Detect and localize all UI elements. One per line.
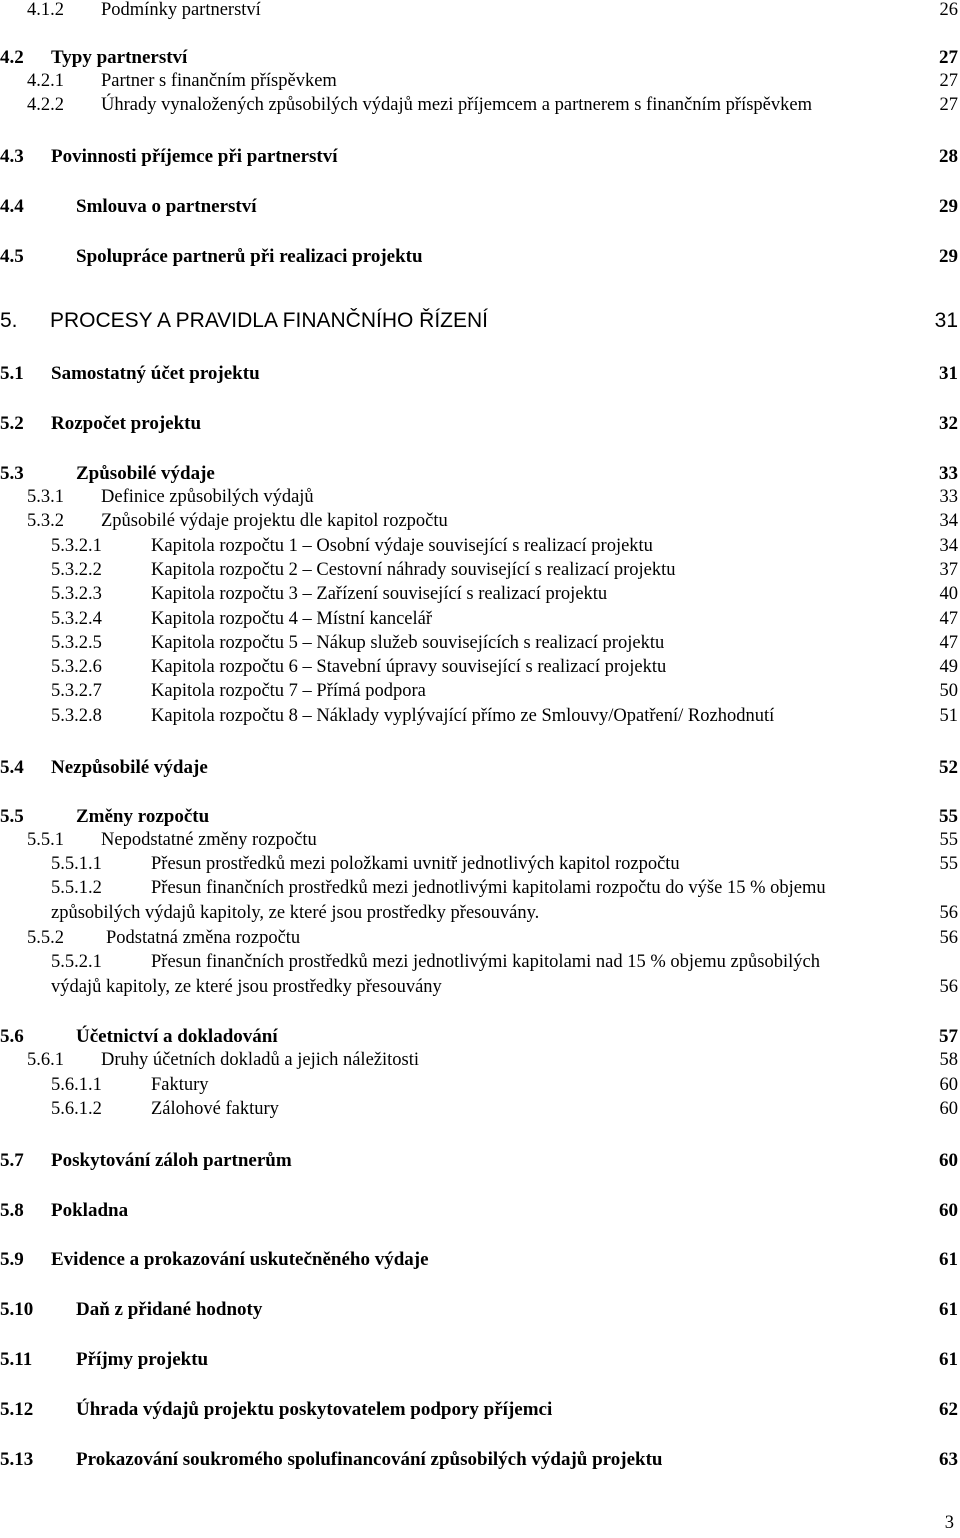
- toc-entry-title: Daň z přidané hodnoty: [76, 1299, 263, 1320]
- toc-entry-title-continued: výdajů kapitoly, ze které jsou prostředky přesouvány: [51, 977, 442, 997]
- toc-entry-title: Způsobilé výdaje: [76, 463, 215, 484]
- toc-entry-page: 62: [939, 1399, 958, 1420]
- toc-entry-number: 5.6.1.1: [51, 1075, 102, 1095]
- toc-entry-title: Přesun prostředků mezi položkami uvnitř jednotlivých kapitol rozpočtu: [151, 854, 680, 874]
- toc-entry-title: Podmínky partnerství: [101, 0, 261, 20]
- toc-entry-page: 49: [939, 657, 958, 677]
- toc-entry-page: 61: [939, 1299, 958, 1320]
- toc-entry-number: 5.3.2.3: [51, 584, 102, 604]
- toc-entry-title: Příjmy projektu: [76, 1349, 209, 1370]
- toc-entry-page: 60: [939, 1099, 958, 1119]
- page-number: 3: [944, 1513, 954, 1533]
- toc-entry-title: Kapitola rozpočtu 5 – Nákup služeb souvisejících s realizací projektu: [151, 633, 665, 653]
- toc-entry-page: 55: [939, 830, 958, 850]
- toc-entry-title: Faktury: [151, 1075, 209, 1095]
- toc-entry-page: 55: [939, 854, 958, 874]
- toc-entry-title: Způsobilé výdaje projektu dle kapitol rozpočtu: [101, 511, 448, 531]
- toc-entry-page: 56: [939, 928, 958, 948]
- toc-entry-title: PROCESY A PRAVIDLA FINANČNÍHO ŘÍZENÍ: [50, 309, 488, 332]
- toc-entry-page: 47: [939, 633, 958, 653]
- toc-entry-title: Přesun finančních prostředků mezi jednotlivými kapitolami rozpočtu do výše 15 % objemu: [151, 878, 826, 898]
- toc-entry-number: 5.8: [0, 1200, 24, 1221]
- toc-entry-number: 5.9: [0, 1249, 24, 1270]
- toc-entry-title: Nezpůsobilé výdaje: [51, 757, 208, 778]
- toc-entry-page: 26: [939, 0, 958, 20]
- toc-entry-number: 5.3.2.6: [51, 657, 102, 677]
- toc-entry-title: Povinnosti příjemce při partnerství: [51, 146, 338, 167]
- toc-entry-title: Účetnictví a dokladování: [76, 1026, 278, 1047]
- toc-entry-title: Pokladna: [51, 1200, 129, 1221]
- toc-entry-title: Změny rozpočtu: [76, 806, 210, 827]
- toc-entry-page: 50: [939, 681, 958, 701]
- toc-entry-number: 5.3.1: [27, 487, 64, 507]
- toc-entry-number: 4.2: [0, 47, 24, 68]
- toc-entry-title: Definice způsobilých výdajů: [101, 487, 314, 507]
- toc-entry-page: 37: [939, 560, 958, 580]
- toc-entry-page: 58: [939, 1050, 958, 1070]
- toc-entry-title: Partner s finančním příspěvkem: [101, 71, 337, 91]
- toc-entry-number: 4.2.1: [27, 71, 64, 91]
- toc-entry-page: 29: [939, 246, 958, 267]
- toc-entry-number: 5.3.2.8: [51, 706, 102, 726]
- toc-entry-page: 27: [939, 71, 958, 91]
- toc-entry-number: 5.12: [0, 1399, 34, 1420]
- toc-entry-number: 5.1: [0, 363, 24, 384]
- toc-entry-number: 4.3: [0, 146, 24, 167]
- toc-entry-number: 5.3.2.4: [51, 609, 102, 629]
- toc-entry-title: Prokazování soukromého spolufinancování způsobilých výdajů projektu: [76, 1449, 663, 1470]
- toc-entry-title: Úhrady vynaložených způsobilých výdajů mezi příjemcem a partnerem s finančním příspěvkem: [101, 95, 812, 115]
- toc-entry-page: 61: [939, 1349, 958, 1370]
- toc-entry-title: Nepodstatné změny rozpočtu: [101, 830, 317, 850]
- toc-entry-page: 60: [939, 1200, 958, 1221]
- toc-entry-title: Úhrada výdajů projektu poskytovatelem podpory příjemci: [76, 1399, 553, 1420]
- toc-entry-page: 31: [934, 309, 958, 332]
- toc-entry-number: 5.11: [0, 1349, 33, 1370]
- toc-entry-number: 5.6.1.2: [51, 1099, 102, 1119]
- toc-entry-page: 34: [939, 536, 958, 556]
- toc-entry-page: 55: [939, 806, 958, 827]
- toc-entry-title: Spolupráce partnerů při realizaci projektu: [76, 246, 423, 267]
- toc-entry-page: 52: [939, 757, 958, 778]
- toc-entry-page: 33: [939, 463, 958, 484]
- toc-entry-title: Kapitola rozpočtu 6 – Stavební úpravy související s realizací projektu: [151, 657, 667, 677]
- toc-entry-page: 28: [939, 146, 958, 167]
- toc-entry-number: 5.3.2.2: [51, 560, 102, 580]
- toc-entry-title: Samostatný účet projektu: [51, 363, 260, 384]
- toc-entry-page: 29: [939, 196, 958, 217]
- toc-entry-number: 5.3.2.1: [51, 536, 102, 556]
- toc-entry-number: 5.4: [0, 757, 24, 778]
- toc-entry-number: 5.5.1.1: [51, 854, 102, 874]
- toc-entry-page: 61: [939, 1249, 958, 1270]
- toc-entry-page: 34: [939, 511, 958, 531]
- toc-entry-number: 5.5.1: [27, 830, 64, 850]
- toc-entry-page: 56: [939, 977, 958, 997]
- toc-entry-title: Poskytování záloh partnerům: [51, 1150, 292, 1171]
- toc-entry-page: 51: [939, 706, 958, 726]
- toc-entry-number: 4.1.2: [27, 0, 64, 20]
- toc-entry-page: 27: [939, 95, 958, 115]
- toc-entry-number: 5.13: [0, 1449, 34, 1470]
- toc-entry-number: 5.3.2: [27, 511, 64, 531]
- toc-entry-title: Zálohové faktury: [151, 1099, 279, 1119]
- toc-entry-number: 5.5.2.1: [51, 952, 102, 972]
- toc-entry-title: Evidence a prokazování uskutečněného výdaje: [51, 1249, 429, 1270]
- toc-entry-title: Kapitola rozpočtu 4 – Místní kancelář: [151, 609, 433, 629]
- toc-entry-title: Kapitola rozpočtu 1 – Osobní výdaje související s realizací projektu: [151, 536, 653, 556]
- toc-entry-page: 33: [939, 487, 958, 507]
- toc-entry-page: 60: [939, 1150, 958, 1171]
- toc-entry-title: Podstatná změna rozpočtu: [106, 928, 301, 948]
- toc-entry-page: 57: [939, 1026, 958, 1047]
- toc-entry-number: 5.5.1.2: [51, 878, 102, 898]
- toc-entry-title-continued: způsobilých výdajů kapitoly, ze které jsou prostředky přesouvány.: [51, 903, 540, 923]
- toc-entry-number: 4.4: [0, 196, 24, 217]
- toc-entry-number: 4.5: [0, 246, 24, 267]
- toc-entry-title: Kapitola rozpočtu 8 – Náklady vyplývající přímo ze Smlouvy/Opatření/ Rozhodnutí: [151, 706, 775, 726]
- toc-entry-title: Kapitola rozpočtu 3 – Zařízení související s realizací projektu: [151, 584, 608, 604]
- toc-entry-number: 5.7: [0, 1150, 24, 1171]
- toc-entry-number: 5.10: [0, 1299, 34, 1320]
- toc-entry-page: 56: [939, 903, 958, 923]
- toc-entry-number: 5.6: [0, 1026, 24, 1047]
- toc-entry-number: 5.2: [0, 413, 24, 434]
- toc-entry-page: 60: [939, 1075, 958, 1095]
- toc-entry-page: 27: [939, 47, 958, 68]
- toc-entry-title: Přesun finančních prostředků mezi jednotlivými kapitolami nad 15 % objemu způsobilých: [151, 952, 820, 972]
- toc-entry-number: 5.3.2.7: [51, 681, 102, 701]
- toc-entry-number: 5.: [0, 309, 18, 332]
- toc-entry-title: Kapitola rozpočtu 2 – Cestovní náhrady související s realizací projektu: [151, 560, 676, 580]
- toc-entry-title: Druhy účetních dokladů a jejich náležitosti: [101, 1050, 419, 1070]
- toc-entry-title: Smlouva o partnerství: [76, 196, 257, 217]
- toc-entry-number: 5.6.1: [27, 1050, 64, 1070]
- toc-entry-page: 31: [939, 363, 958, 384]
- toc-entry-title: Rozpočet projektu: [51, 413, 202, 434]
- toc-entry-number: 5.5.2: [27, 928, 64, 948]
- toc-entry-number: 5.5: [0, 806, 24, 827]
- toc-entry-page: 47: [939, 609, 958, 629]
- toc-entry-page: 63: [939, 1449, 958, 1470]
- toc-entry-number: 4.2.2: [27, 95, 64, 115]
- toc-entry-number: 5.3.2.5: [51, 633, 102, 653]
- toc-entry-page: 40: [939, 584, 958, 604]
- toc-entry-page: 32: [939, 413, 958, 434]
- toc-entry-number: 5.3: [0, 463, 24, 484]
- toc-entry-title: Kapitola rozpočtu 7 – Přímá podpora: [151, 681, 426, 701]
- toc-entry-title: Typy partnerství: [51, 47, 188, 68]
